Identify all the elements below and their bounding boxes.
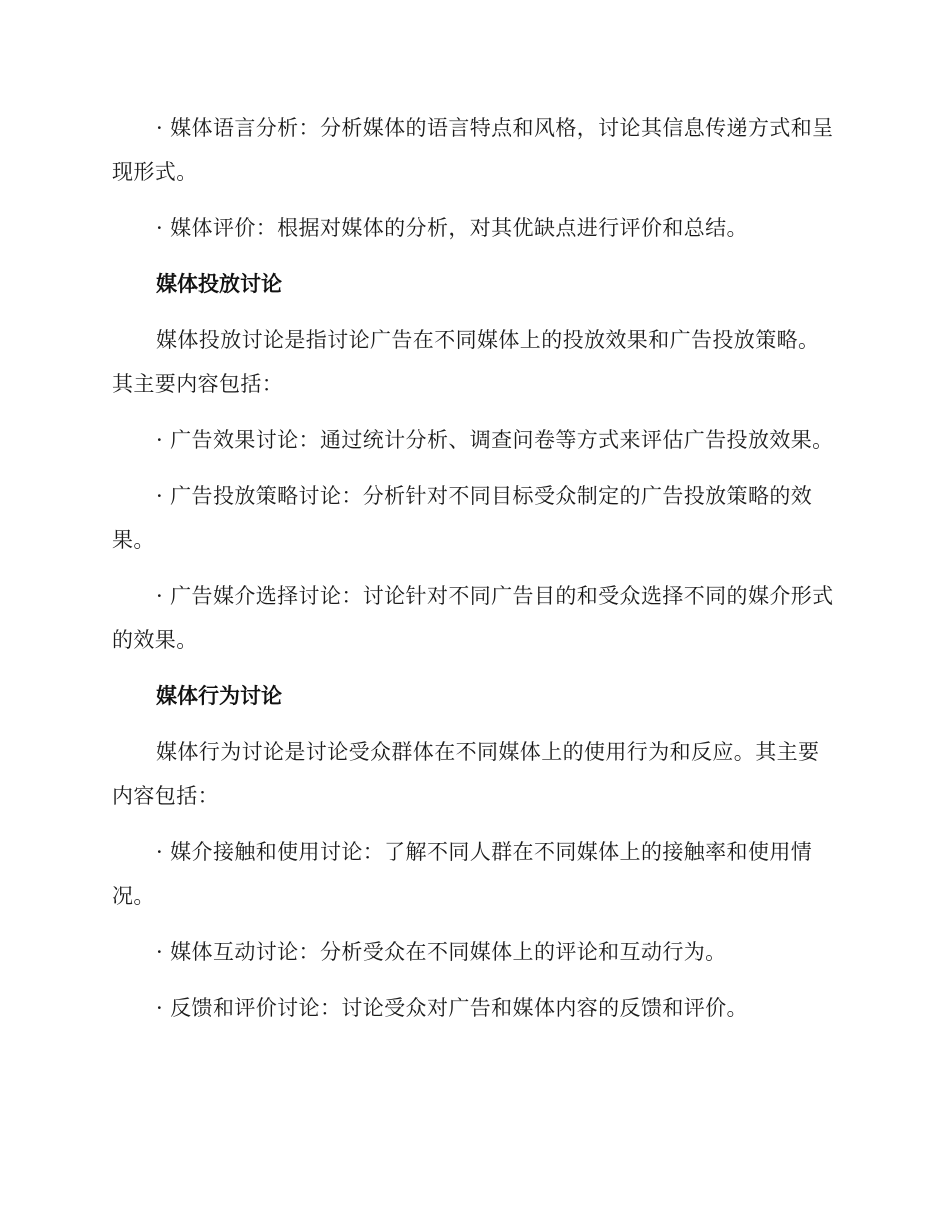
bullet-ad-media-choice: · 广告媒介选择讨论：讨论针对不同广告目的和受众选择不同的媒介形式的效果。 <box>112 584 834 652</box>
bullet-ad-strategy: · 广告投放策略讨论：分析针对不同目标受众制定的广告投放策略的效果。 <box>112 484 813 552</box>
bullet-media-interaction: · 媒体互动讨论：分析受众在不同媒体上的评论和互动行为。 <box>156 940 727 964</box>
bullet-media-language-analysis: · 媒体语言分析：分析媒体的语言特点和风格，讨论其信息传递方式和呈现形式。 <box>112 116 834 184</box>
heading-media-behavior: 媒体行为讨论 <box>156 684 282 708</box>
document-body <box>112 106 840 1042</box>
heading-media-placement: 媒体投放讨论 <box>156 272 282 296</box>
para-media-behavior-intro: 媒体行为讨论是讨论受众群体在不同媒体上的使用行为和反应。其主要内容包括： <box>112 740 820 808</box>
bullet-feedback-evaluation: · 反馈和评价讨论：讨论受众对广告和媒体内容的反馈和评价。 <box>156 996 748 1020</box>
bullet-media-contact-usage: · 媒介接触和使用讨论：了解不同人群在不同媒体上的接触率和使用情况。 <box>112 840 813 908</box>
bullet-ad-effect: · 广告效果讨论：通过统计分析、调查问卷等方式来评估广告投放效果。 <box>156 428 834 452</box>
para-media-placement-intro: 媒体投放讨论是指讨论广告在不同媒体上的投放效果和广告投放策略。其主要内容包括： <box>112 328 820 396</box>
bullet-media-evaluation: · 媒体评价：根据对媒体的分析，对其优缺点进行评价和总结。 <box>156 216 748 240</box>
